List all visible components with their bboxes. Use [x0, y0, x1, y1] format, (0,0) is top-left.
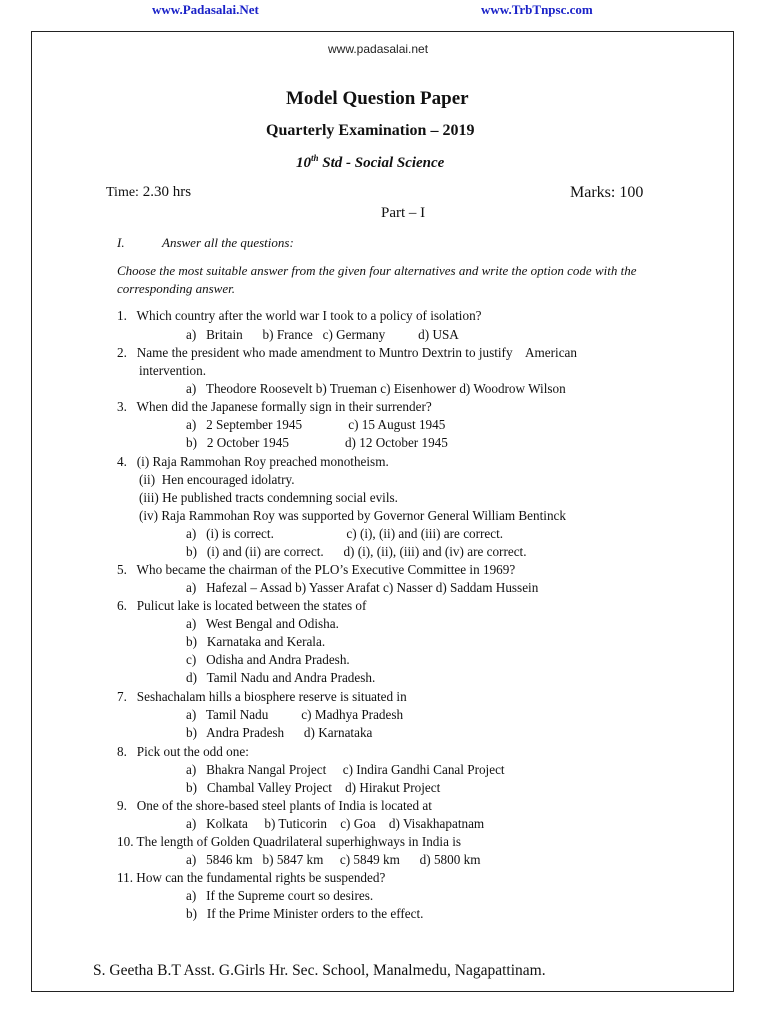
- question-4-ii: (ii) Hen encouraged idolatry.: [139, 472, 295, 487]
- question-2: 2. Name the president who made amendment to Muntro Dextrin to justify American: [117, 345, 577, 360]
- class-subject: [296, 153, 444, 172]
- options-8b: b) Chambal Valley Project d) Hirakut Project: [186, 780, 441, 795]
- options-8a: a) Bhakra Nangal Project c) Indira Gandhi Canal Project: [186, 762, 505, 777]
- options-3b: b) 2 October 1945 d) 12 October 1945: [186, 435, 448, 450]
- options-1: a) Britain b) France c) Germany d) USA: [186, 327, 459, 342]
- footer-author: S. Geetha B.T Asst. G.Girls Hr. Sec. School, Manalmedu, Nagapattinam.: [93, 962, 546, 979]
- options-4a: a) (i) is correct. c) (i), (ii) and (iii) are correct.: [186, 526, 504, 541]
- question-4-iv: (iv) Raja Rammohan Roy was supported by Governor General William Bentinck: [139, 508, 566, 523]
- choose-instruction: Choose the most suitable answer from the given four alternatives and write the option code with the corresponding answer.: [117, 263, 637, 296]
- question-7: 7. Seshachalam hills a biosphere reserve is situated in: [117, 689, 407, 704]
- option-11a: a) If the Supreme court so desires.: [186, 888, 374, 903]
- exam-subtitle: Quarterly Examination – 2019: [266, 122, 475, 139]
- options-4b: b) (i) and (ii) are correct. d) (i), (ii), (iii) and (iv) are correct.: [186, 544, 527, 559]
- question-11: 11. How can the fundamental rights be suspended?: [117, 870, 386, 885]
- options-3a: a) 2 September 1945 c) 15 August 1945: [186, 417, 446, 432]
- option-6d: d) Tamil Nadu and Andra Pradesh.: [186, 670, 376, 685]
- option-6a: a) West Bengal and Odisha.: [186, 616, 339, 631]
- question-1: 1. Which country after the world war I took to a policy of isolation?: [117, 308, 482, 323]
- time-value: 2.30 hrs: [138, 184, 192, 200]
- question-6: 6. Pulicut lake is located between the states of: [117, 598, 367, 613]
- option-6c: c) Odisha and Andra Pradesh.: [186, 652, 350, 667]
- options-7b: b) Andra Pradesh d) Karnataka: [186, 725, 373, 740]
- question-4-iii: (iii) He published tracts condemning social evils.: [139, 490, 398, 505]
- exam-time: [106, 184, 191, 201]
- question-9: 9. One of the shore-based steel plants of India is located at: [117, 798, 432, 813]
- std-number: 10: [296, 155, 311, 171]
- page-title: Model Question Paper: [286, 88, 469, 109]
- question-4: 4. (i) Raja Rammohan Roy preached monotheism.: [117, 454, 389, 469]
- instruction-number: I.: [117, 235, 125, 250]
- question-10: 10. The length of Golden Quadrilateral superhighways in India is: [117, 834, 462, 849]
- option-6b: b) Karnataka and Kerala.: [186, 634, 326, 649]
- question-2-cont: intervention.: [139, 363, 207, 378]
- question-3: 3. When did the Japanese formally sign in their surrender?: [117, 399, 432, 414]
- question-5: 5. Who became the chairman of the PLO’s Executive Committee in 1969?: [117, 562, 516, 577]
- instruction-text: Answer all the questions:: [162, 235, 294, 250]
- header-link-padasalai[interactable]: www.Padasalai.Net: [152, 2, 259, 17]
- exam-marks: Marks: 100: [570, 184, 644, 201]
- option-11b: b) If the Prime Minister orders to the effect.: [186, 906, 424, 921]
- options-5: a) Hafezal – Assad b) Yasser Arafat c) Nasser d) Saddam Hussein: [186, 580, 539, 595]
- std-subject: Std - Social Science: [318, 155, 445, 171]
- options-7a: a) Tamil Nadu c) Madhya Pradesh: [186, 707, 404, 722]
- options-2: a) Theodore Roosevelt b) Trueman c) Eisenhower d) Woodrow Wilson: [186, 381, 566, 396]
- std-suffix: th: [311, 153, 319, 163]
- options-10: a) 5846 km b) 5847 km c) 5849 km d) 5800 km: [186, 852, 481, 867]
- part-heading: Part – I: [381, 205, 426, 221]
- question-8: 8. Pick out the odd one:: [117, 744, 249, 759]
- options-9: a) Kolkata b) Tuticorin c) Goa d) Visakhapatnam: [186, 816, 485, 831]
- header-link-trbtnpsc[interactable]: www.TrbTnpsc.com: [481, 2, 593, 17]
- site-url: www.padasalai.net: [328, 42, 429, 56]
- time-label: Time:: [106, 185, 139, 200]
